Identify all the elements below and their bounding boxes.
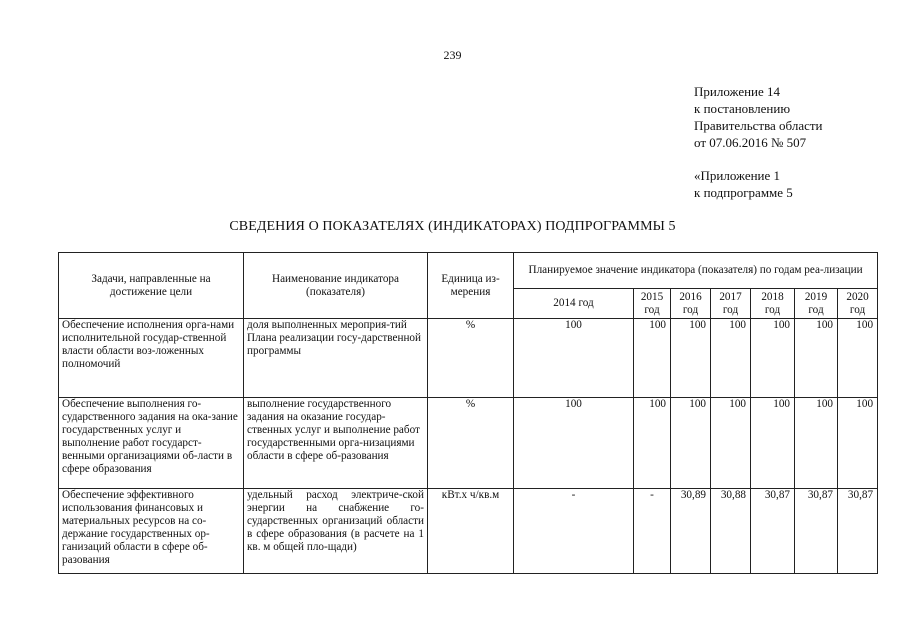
appendix-line: Приложение 14 <box>694 84 781 99</box>
cell-value: - <box>634 489 671 574</box>
cell-value: 100 <box>711 398 751 489</box>
cell-value: 100 <box>838 319 878 398</box>
table-row <box>59 319 878 398</box>
cell-value: 100 <box>671 398 711 489</box>
page-number: 239 <box>443 48 462 62</box>
appendix-spacer <box>694 151 823 167</box>
header-year: 2014 год <box>514 289 634 319</box>
cell-indicator: доля выполненных мероприя-тий Плана реализации госу-дарственной программы <box>244 319 428 398</box>
table-row <box>59 489 878 574</box>
cell-value: - <box>514 489 634 574</box>
cell-task: Обеспечение эффективного использования финансовых и материальных ресурсов на со-держание государственных ор-ганизаций области в сфере об-разования <box>59 489 244 574</box>
appendix-line: к постановлению <box>694 101 791 116</box>
appendix-block <box>694 83 823 201</box>
cell-indicator: выполнение государственного задания на оказание государ-ственных услуг и выполнение работ государственными орга-низациями области в сфере об-разования <box>244 398 428 489</box>
header-year: 2016 год <box>671 289 711 319</box>
cell-task: Обеспечение исполнения орга-нами исполнительной государ-ственной власти области воз-ложенных полномочий <box>59 319 244 398</box>
cell-value: 100 <box>795 319 838 398</box>
appendix-subline: «Приложение 1 <box>694 168 781 183</box>
cell-task: Обеспечение выполнения го-сударственного задания на ока-зание государственных услуг и выполнение работ государст-венными организациями об-ласти в сфере образования <box>59 398 244 489</box>
appendix-subline: к подпрограмме 5 <box>694 185 793 200</box>
cell-unit: % <box>428 398 514 489</box>
header-indicator: Наименование индикатора (показателя) <box>244 253 428 319</box>
cell-value: 100 <box>514 398 634 489</box>
cell-value: 100 <box>514 319 634 398</box>
table-row <box>59 398 878 489</box>
header-year: 2019 год <box>795 289 838 319</box>
cell-value: 100 <box>838 398 878 489</box>
cell-value: 100 <box>795 398 838 489</box>
cell-value: 30,87 <box>838 489 878 574</box>
cell-value: 30,87 <box>751 489 795 574</box>
cell-unit: % <box>428 319 514 398</box>
header-year: 2018 год <box>751 289 795 319</box>
cell-value: 100 <box>751 398 795 489</box>
cell-value: 100 <box>671 319 711 398</box>
header-unit: Единица из-мерения <box>428 253 514 319</box>
header-year: 2020 год <box>838 289 878 319</box>
cell-value: 100 <box>634 398 671 489</box>
header-planned: Планируемое значение индикатора (показателя) по годам реа-лизации <box>514 253 878 289</box>
cell-value: 100 <box>751 319 795 398</box>
indicators-table <box>58 252 878 574</box>
cell-value: 30,88 <box>711 489 751 574</box>
cell-value: 100 <box>711 319 751 398</box>
cell-value: 30,89 <box>671 489 711 574</box>
appendix-line: Правительства области <box>694 118 823 133</box>
appendix-line: от 07.06.2016 № 507 <box>694 135 807 150</box>
header-year: 2017 год <box>711 289 751 319</box>
header-year: 2015 год <box>634 289 671 319</box>
document-title: СВЕДЕНИЯ О ПОКАЗАТЕЛЯХ (ИНДИКАТОРАХ) ПОДПРОГРАММЫ 5 <box>229 219 676 234</box>
header-task: Задачи, направленные на достижение цели <box>59 253 244 319</box>
cell-indicator: удельный расход электриче-ской энергии на снабжение го-сударственных организаций области в сфере образования (в расчете на 1 кв. м общей пло-щади) <box>244 489 428 574</box>
cell-value: 30,87 <box>795 489 838 574</box>
cell-unit: кВт.х ч/кв.м <box>428 489 514 574</box>
cell-value: 100 <box>634 319 671 398</box>
table-header-row <box>59 253 878 289</box>
